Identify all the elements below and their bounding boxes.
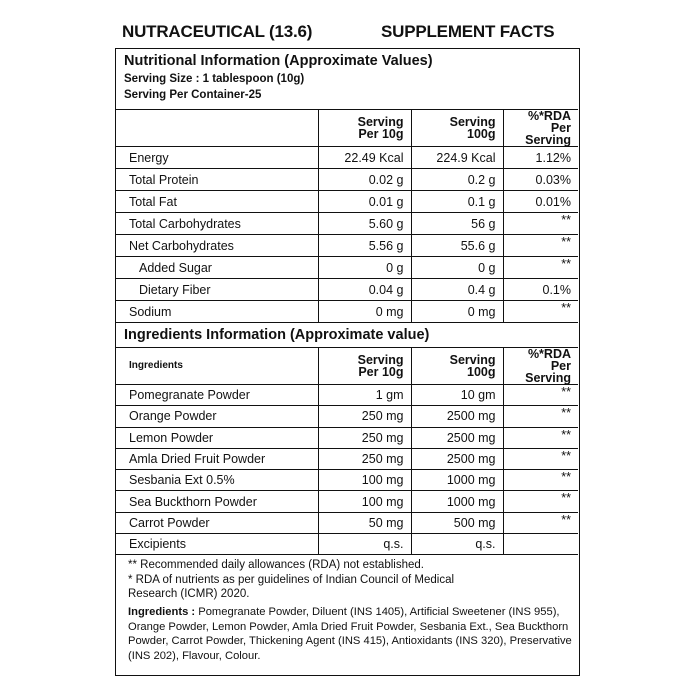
value-per-100g: 0.1 g [411,191,503,213]
column-header [318,348,411,385]
rda-footnote: ** Recommended daily allowances (RDA) not established. [128,559,424,571]
row-label: Dietary Fiber [116,279,318,301]
table-row [116,491,578,512]
nutrition-section-title: Nutritional Information (Approximate Values) [124,53,433,69]
table-row [116,448,578,469]
ingredients-statement [128,605,576,663]
rda-value: ** [503,213,578,235]
value-per-100g: 1000 mg [411,470,503,491]
value-per-100g: 1000 mg [411,491,503,512]
row-label: Total Fat [116,191,318,213]
value-per-10g: 0 g [318,257,411,279]
value-per-10g: 250 mg [318,427,411,448]
column-header [503,110,578,147]
value-per-100g: 224.9 Kcal [411,147,503,169]
rda-value: ** [503,406,578,427]
table-row [116,147,578,169]
value-per-100g: 0.4 g [411,279,503,301]
value-per-10g: 5.56 g [318,235,411,257]
nutrition-table [116,109,578,323]
column-header [411,348,503,385]
servings-per-container: Serving Per Container-25 [124,89,262,101]
supplement-facts-panel [115,48,580,676]
value-per-10g: 100 mg [318,491,411,512]
rda-value: ** [503,491,578,512]
value-per-10g: 0 mg [318,301,411,323]
value-per-100g: 2500 mg [411,406,503,427]
row-label: Pomegranate Powder [116,385,318,406]
row-label: Energy [116,147,318,169]
row-label: Carrot Powder [116,512,318,533]
table-row [116,279,578,301]
rda-value: 0.01% [503,191,578,213]
column-header [503,348,578,385]
rda-value: 0.1% [503,279,578,301]
value-per-100g: 55.6 g [411,235,503,257]
value-per-10g: 0.01 g [318,191,411,213]
column-header: Ingredients [116,348,318,385]
value-per-100g: 500 mg [411,512,503,533]
supplement-facts-title: SUPPLEMENT FACTS [381,22,555,41]
column-header-line: Per 10g [358,365,404,379]
value-per-100g: q.s. [411,534,503,555]
ingredients-label: Ingredients : [128,606,196,618]
table-row [116,257,578,279]
value-per-10g: 250 mg [318,406,411,427]
rda-value: ** [503,470,578,491]
value-per-10g: 250 mg [318,448,411,469]
column-header-line: Per Serving [525,359,571,385]
row-label: Lemon Powder [116,427,318,448]
row-label: Total Protein [116,169,318,191]
column-header-line: Serving [449,115,496,129]
table-row [116,534,578,555]
row-label: Total Carbohydrates [116,213,318,235]
value-per-10g: 0.02 g [318,169,411,191]
value-per-100g: 0 mg [411,301,503,323]
table-header-row [116,110,578,147]
column-header-line: Per 10g [358,127,404,141]
column-header-line: Serving [357,353,404,367]
table-row [116,470,578,491]
row-label: Excipients [116,534,318,555]
value-per-100g: 2500 mg [411,448,503,469]
value-per-10g: 1 gm [318,385,411,406]
column-header [411,110,503,147]
table-row [116,512,578,533]
value-per-10g: 100 mg [318,470,411,491]
column-header-line: 100g [467,127,496,141]
row-label: Sodium [116,301,318,323]
rda-value: ** [503,448,578,469]
table-row [116,301,578,323]
value-per-100g: 0.2 g [411,169,503,191]
rda-value: ** [503,512,578,533]
table-row [116,235,578,257]
value-per-10g: 22.49 Kcal [318,147,411,169]
value-per-10g: 5.60 g [318,213,411,235]
value-per-100g: 0 g [411,257,503,279]
column-header-line: 100g [467,365,496,379]
ingredients-section-title: Ingredients Information (Approximate value) [124,327,430,343]
column-header-line: %*RDA [527,347,571,361]
row-label: Net Carbohydrates [116,235,318,257]
icmr-footnote-line1: * RDA of nutrients as per guidelines of Indian Council of Medical [128,574,455,586]
value-per-10g: q.s. [318,534,411,555]
rda-value: ** [503,385,578,406]
table-row [116,385,578,406]
rda-value: ** [503,427,578,448]
column-header-line: Serving [449,353,496,367]
row-label: Sea Buckthorn Powder [116,491,318,512]
table-row [116,213,578,235]
serving-size: Serving Size : 1 tablespoon (10g) [124,73,305,85]
table-row [116,427,578,448]
row-label: Orange Powder [116,406,318,427]
rda-value: 1.12% [503,147,578,169]
column-header [116,110,318,147]
rda-value [503,534,578,555]
rda-value: ** [503,235,578,257]
table-header-row [116,348,578,385]
value-per-100g: 56 g [411,213,503,235]
column-header-line: Per Serving [525,121,571,147]
ingredients-table [116,347,578,555]
icmr-footnote-line2: Research (ICMR) 2020. [128,588,250,600]
rda-value: 0.03% [503,169,578,191]
table-row [116,191,578,213]
row-label: Added Sugar [116,257,318,279]
rda-value: ** [503,257,578,279]
value-per-10g: 0.04 g [318,279,411,301]
table-row [116,169,578,191]
row-label: Sesbania Ext 0.5% [116,470,318,491]
column-header [318,110,411,147]
row-label: Amla Dried Fruit Powder [116,448,318,469]
value-per-10g: 50 mg [318,512,411,533]
value-per-100g: 2500 mg [411,427,503,448]
table-row [116,406,578,427]
column-header-line: Serving [357,115,404,129]
product-title: NUTRACEUTICAL (13.6) [122,22,313,41]
ingredients-text: Pomegranate Powder, Diluent (INS 1405), Artificial Sweetener (INS 955), Orange Powder, Lemon Powder, Amla Dried Fruit Powder, Sesbania Ext., Sea Buckthorn Powder, Carrot Powder, Thickening Agent (INS 415), Antioxidants (INS 320), Preservative (INS 202), Flavour, Colour. [128,606,572,662]
value-per-100g: 10 gm [411,385,503,406]
column-header-line: %*RDA [527,109,571,123]
rda-value: ** [503,301,578,323]
